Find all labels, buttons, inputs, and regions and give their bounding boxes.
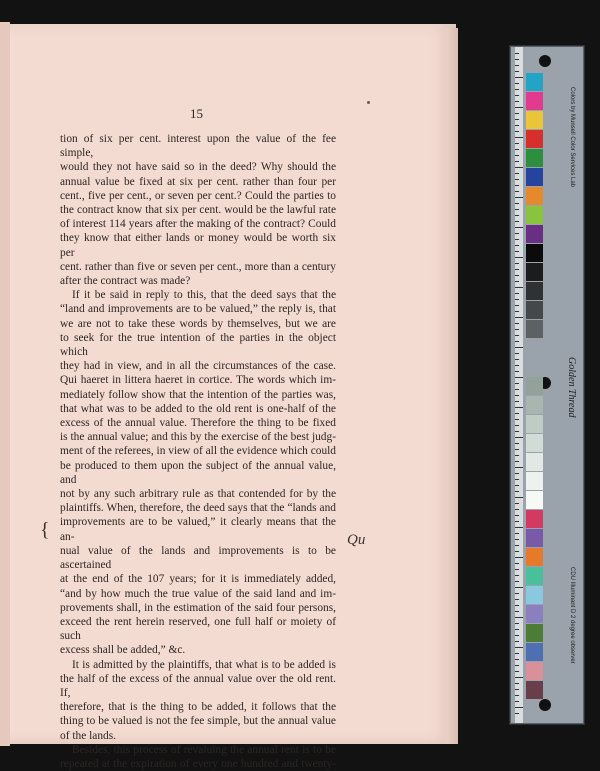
- scale-tick: [515, 695, 519, 696]
- scale-tick: [515, 287, 523, 288]
- scale-tick: [515, 341, 519, 342]
- scale-tick: [515, 653, 519, 654]
- scale-tick: [515, 227, 523, 228]
- scale-tick: [515, 593, 519, 594]
- color-swatch: [526, 586, 543, 604]
- scale-tick: [515, 575, 519, 576]
- color-swatch: [526, 168, 543, 186]
- color-swatch: [526, 92, 543, 110]
- scale-tick: [515, 77, 523, 78]
- text-line: at the end of the 107 years; for it is immediately added,: [60, 573, 336, 586]
- scale-tick: [515, 245, 519, 246]
- scale-tick: [515, 389, 519, 390]
- scale-tick: [515, 515, 519, 516]
- scale-tick: [515, 605, 519, 606]
- scale-tick: [515, 479, 519, 480]
- color-swatch: [526, 130, 543, 148]
- scale-tick: [515, 503, 519, 504]
- color-swatch: [526, 225, 543, 243]
- color-swatch: [526, 491, 543, 509]
- scale-tick: [515, 359, 519, 360]
- text-line: improvements are to be valued,” it clearly means that the an-: [60, 516, 336, 543]
- scale-tick: [515, 659, 519, 660]
- scale-tick: [515, 665, 519, 666]
- scale-tick: [515, 713, 519, 714]
- scale-tick: [515, 701, 519, 702]
- scale-tick: [515, 101, 519, 102]
- color-swatch: [526, 396, 543, 414]
- scale-tick: [515, 257, 523, 258]
- scale-tick: [515, 455, 519, 456]
- text-line: Qui haeret in littera haeret in cortice. The words which im-: [60, 374, 336, 387]
- text-line: If it be said in reply to this, that the deed says that the: [72, 289, 336, 302]
- scale-tick: [515, 89, 519, 90]
- text-line: not by any such arbitrary rule as that contended for by the: [60, 488, 336, 501]
- scale-tick: [515, 401, 519, 402]
- text-line: plaintiffs. When, therefore, the deed says that the “lands and: [60, 502, 336, 515]
- handwritten-brace-mark: {: [40, 519, 50, 541]
- color-swatch: [526, 111, 543, 129]
- scale-tick: [515, 185, 519, 186]
- scale-tick: [515, 707, 523, 708]
- color-calibration-card: [510, 46, 584, 724]
- scale-tick: [515, 53, 519, 54]
- color-swatch: [526, 206, 543, 224]
- text-line: is the annual value; and this by the exercise of the best judg-: [60, 431, 336, 444]
- text-line: of the lands.: [60, 729, 116, 742]
- text-line: after the contract was made?: [60, 275, 191, 288]
- scale-tick: [515, 581, 519, 582]
- scale-tick: [515, 413, 519, 414]
- text-line: excess of the annual value. Therefore the thing to be fixed: [60, 417, 336, 430]
- scale-tick: [515, 215, 519, 216]
- scale-tick: [515, 263, 519, 264]
- scale-tick: [515, 449, 519, 450]
- scale-tick: [515, 125, 519, 126]
- scale-tick: [515, 587, 523, 588]
- text-line: tion of six per cent. interest upon the value of the fee simple,: [60, 133, 336, 160]
- scale-tick: [515, 203, 519, 204]
- scale-tick: [515, 491, 519, 492]
- scale-tick: [515, 419, 519, 420]
- scale-tick: [515, 671, 519, 672]
- scale-tick: [515, 689, 519, 690]
- scale-tick: [515, 197, 523, 198]
- scale-tick: [515, 377, 523, 378]
- scale-tick: [515, 65, 519, 66]
- facing-page-edge: [0, 22, 10, 746]
- text-line: exceed the rent herein reserved, one full half or moiety of such: [60, 615, 336, 643]
- card-footer-text: CDU Illuminant D 2 degree observer: [569, 567, 575, 664]
- color-swatch: [526, 472, 543, 490]
- scale-tick: [515, 173, 519, 174]
- text-line: mediately follow show that the intention of the parties was,: [60, 388, 336, 401]
- scale-tick: [515, 107, 523, 108]
- scale-tick: [515, 59, 519, 60]
- color-swatch: [526, 434, 543, 452]
- text-line: nual value of the lands and improvements is to be ascertained: [60, 544, 336, 572]
- scale-tick: [515, 617, 523, 618]
- scale-tick: [515, 353, 519, 354]
- text-line: thing to be valued is not the fee simple, but the annual value: [60, 715, 336, 728]
- scale-tick: [515, 221, 519, 222]
- scale-tick: [515, 161, 519, 162]
- color-swatch: [526, 73, 543, 91]
- scale-tick: [515, 395, 519, 396]
- color-swatch: [526, 605, 543, 623]
- color-swatch: [526, 662, 543, 680]
- text-line: the half of the excess of the annual value over the old rent. If,: [60, 672, 336, 699]
- scale-tick: [515, 677, 523, 678]
- scale-tick: [515, 569, 519, 570]
- color-swatch: [526, 624, 543, 642]
- scale-tick: [515, 407, 523, 408]
- card-hole-icon: [539, 699, 551, 711]
- text-line: repeated at the expiration of every one hundred and twenty-: [60, 757, 336, 770]
- scale-tick: [515, 599, 519, 600]
- text-line: be produced to them upon the subject of the annual value, and: [60, 459, 336, 486]
- scale-tick: [515, 305, 519, 306]
- color-swatch: [526, 567, 543, 585]
- scale-tick: [515, 683, 519, 684]
- scale-tick: [515, 167, 523, 168]
- color-swatch: [526, 187, 543, 205]
- golden-thread-label: Golden Thread: [566, 357, 577, 418]
- scale-tick: [515, 251, 519, 252]
- scale-tick: [515, 461, 519, 462]
- scale-tick: [515, 329, 519, 330]
- color-swatch: [526, 301, 543, 319]
- scale-tick: [515, 551, 519, 552]
- scale-tick: [515, 113, 519, 114]
- scale-tick: [515, 563, 519, 564]
- scale-tick: [515, 557, 523, 558]
- text-line: therefore, that is the thing to be added, it follows that the: [60, 701, 336, 714]
- scale-tick: [515, 431, 519, 432]
- scale-tick: [515, 443, 519, 444]
- scale-tick: [515, 545, 519, 546]
- text-line: to seek for the true intention of the parties in the object which: [60, 331, 336, 359]
- scale-tick: [515, 83, 519, 84]
- text-line: provements shall, in the estimation of the said four persons,: [60, 601, 336, 614]
- color-swatch: [526, 244, 543, 262]
- scale-tick: [515, 293, 519, 294]
- scale-tick: [515, 371, 519, 372]
- scale-tick: [515, 311, 519, 312]
- scale-tick: [515, 437, 523, 438]
- scale-tick: [515, 527, 523, 528]
- scale-tick: [515, 539, 519, 540]
- text-line: “land and improvements are to be valued,” the reply is, that: [60, 303, 336, 316]
- text-line: that what was to be added to the old rent is one-half of the: [60, 402, 336, 415]
- scale-tick: [515, 509, 519, 510]
- text-line: the contract know that six per cent. would be the lawful rate: [60, 204, 336, 217]
- scale-tick: [515, 521, 519, 522]
- scale-tick: [515, 155, 519, 156]
- color-swatch: [526, 263, 543, 281]
- body-text: [60, 132, 336, 771]
- color-swatch: [526, 377, 543, 395]
- scale-tick: [515, 143, 519, 144]
- scale-tick: [515, 629, 519, 630]
- text-line: we are not to take these words by themselves, but we are: [60, 317, 336, 330]
- text-line: It is admitted by the plaintiffs, that what is to be added is: [72, 658, 336, 671]
- text-line: they know that either lands or money would be worth six per: [60, 232, 336, 259]
- text-line: would they not have said so in the deed? Why should the: [60, 161, 336, 174]
- scale-tick: [515, 191, 519, 192]
- text-line: Besides, this process of revaluing the annual rent is to be: [72, 743, 336, 756]
- color-swatch: [526, 510, 543, 528]
- paper-speck: [367, 101, 370, 104]
- scale-tick: [515, 131, 519, 132]
- scale-tick: [515, 137, 523, 138]
- page-number: 15: [190, 106, 203, 121]
- scale-tick: [515, 239, 519, 240]
- scale-tick: [515, 365, 519, 366]
- scale-tick: [515, 323, 519, 324]
- text-line: “and by how much the true value of the said land and im-: [60, 587, 336, 600]
- scale-tick: [515, 269, 519, 270]
- text-line: of interest 114 years after the making of the contract? Could: [60, 218, 336, 231]
- color-swatch: [526, 529, 543, 547]
- color-swatch: [526, 320, 543, 338]
- color-swatch: [526, 548, 543, 566]
- scale-tick: [515, 647, 523, 648]
- scale-tick: [515, 473, 519, 474]
- scale-tick: [515, 275, 519, 276]
- text-line: annual value be fixed at six per cent. rather than four per: [60, 175, 336, 188]
- card-brand-text: Colors by Munsell Color Services Lab: [569, 87, 575, 188]
- scale-tick: [515, 485, 519, 486]
- scale-tick: [515, 233, 519, 234]
- card-hole-icon: [539, 55, 551, 67]
- text-line: excess shall be added,” &c.: [60, 644, 186, 657]
- text-line: they had in view, and in all the circumstances of the case.: [60, 360, 336, 373]
- scale-tick: [515, 149, 519, 150]
- page-fore-edge-shadow: [440, 28, 458, 744]
- scale-tick: [515, 623, 519, 624]
- scale-tick: [515, 119, 519, 120]
- scale-tick: [515, 347, 523, 348]
- scale-tick: [515, 533, 519, 534]
- text-line: cent., five per cent., or seven per cent.? Could the parties to: [60, 189, 336, 202]
- scale-tick: [515, 317, 523, 318]
- scale-tick: [515, 71, 519, 72]
- scale-tick: [515, 611, 519, 612]
- color-swatch: [526, 282, 543, 300]
- handwritten-margin-note: Qu: [347, 532, 366, 548]
- color-swatch: [526, 643, 543, 661]
- color-swatch: [526, 681, 543, 699]
- scale-tick: [515, 281, 519, 282]
- text-line: ment of the referees, in view of all the evidence which could: [60, 445, 336, 458]
- color-swatch: [526, 149, 543, 167]
- scale-tick: [515, 209, 519, 210]
- scale-tick: [515, 335, 519, 336]
- scale-tick: [515, 179, 519, 180]
- scale-tick: [515, 635, 519, 636]
- scale-tick: [515, 95, 519, 96]
- scale-tick: [515, 425, 519, 426]
- color-swatch: [526, 453, 543, 471]
- color-swatch: [526, 415, 543, 433]
- scale-tick: [515, 467, 523, 468]
- scale-tick: [515, 383, 519, 384]
- scale-tick: [515, 299, 519, 300]
- scale-tick: [515, 497, 523, 498]
- text-line: cent. rather than five or seven per cent., more than a century: [60, 260, 336, 273]
- scale-tick: [515, 641, 519, 642]
